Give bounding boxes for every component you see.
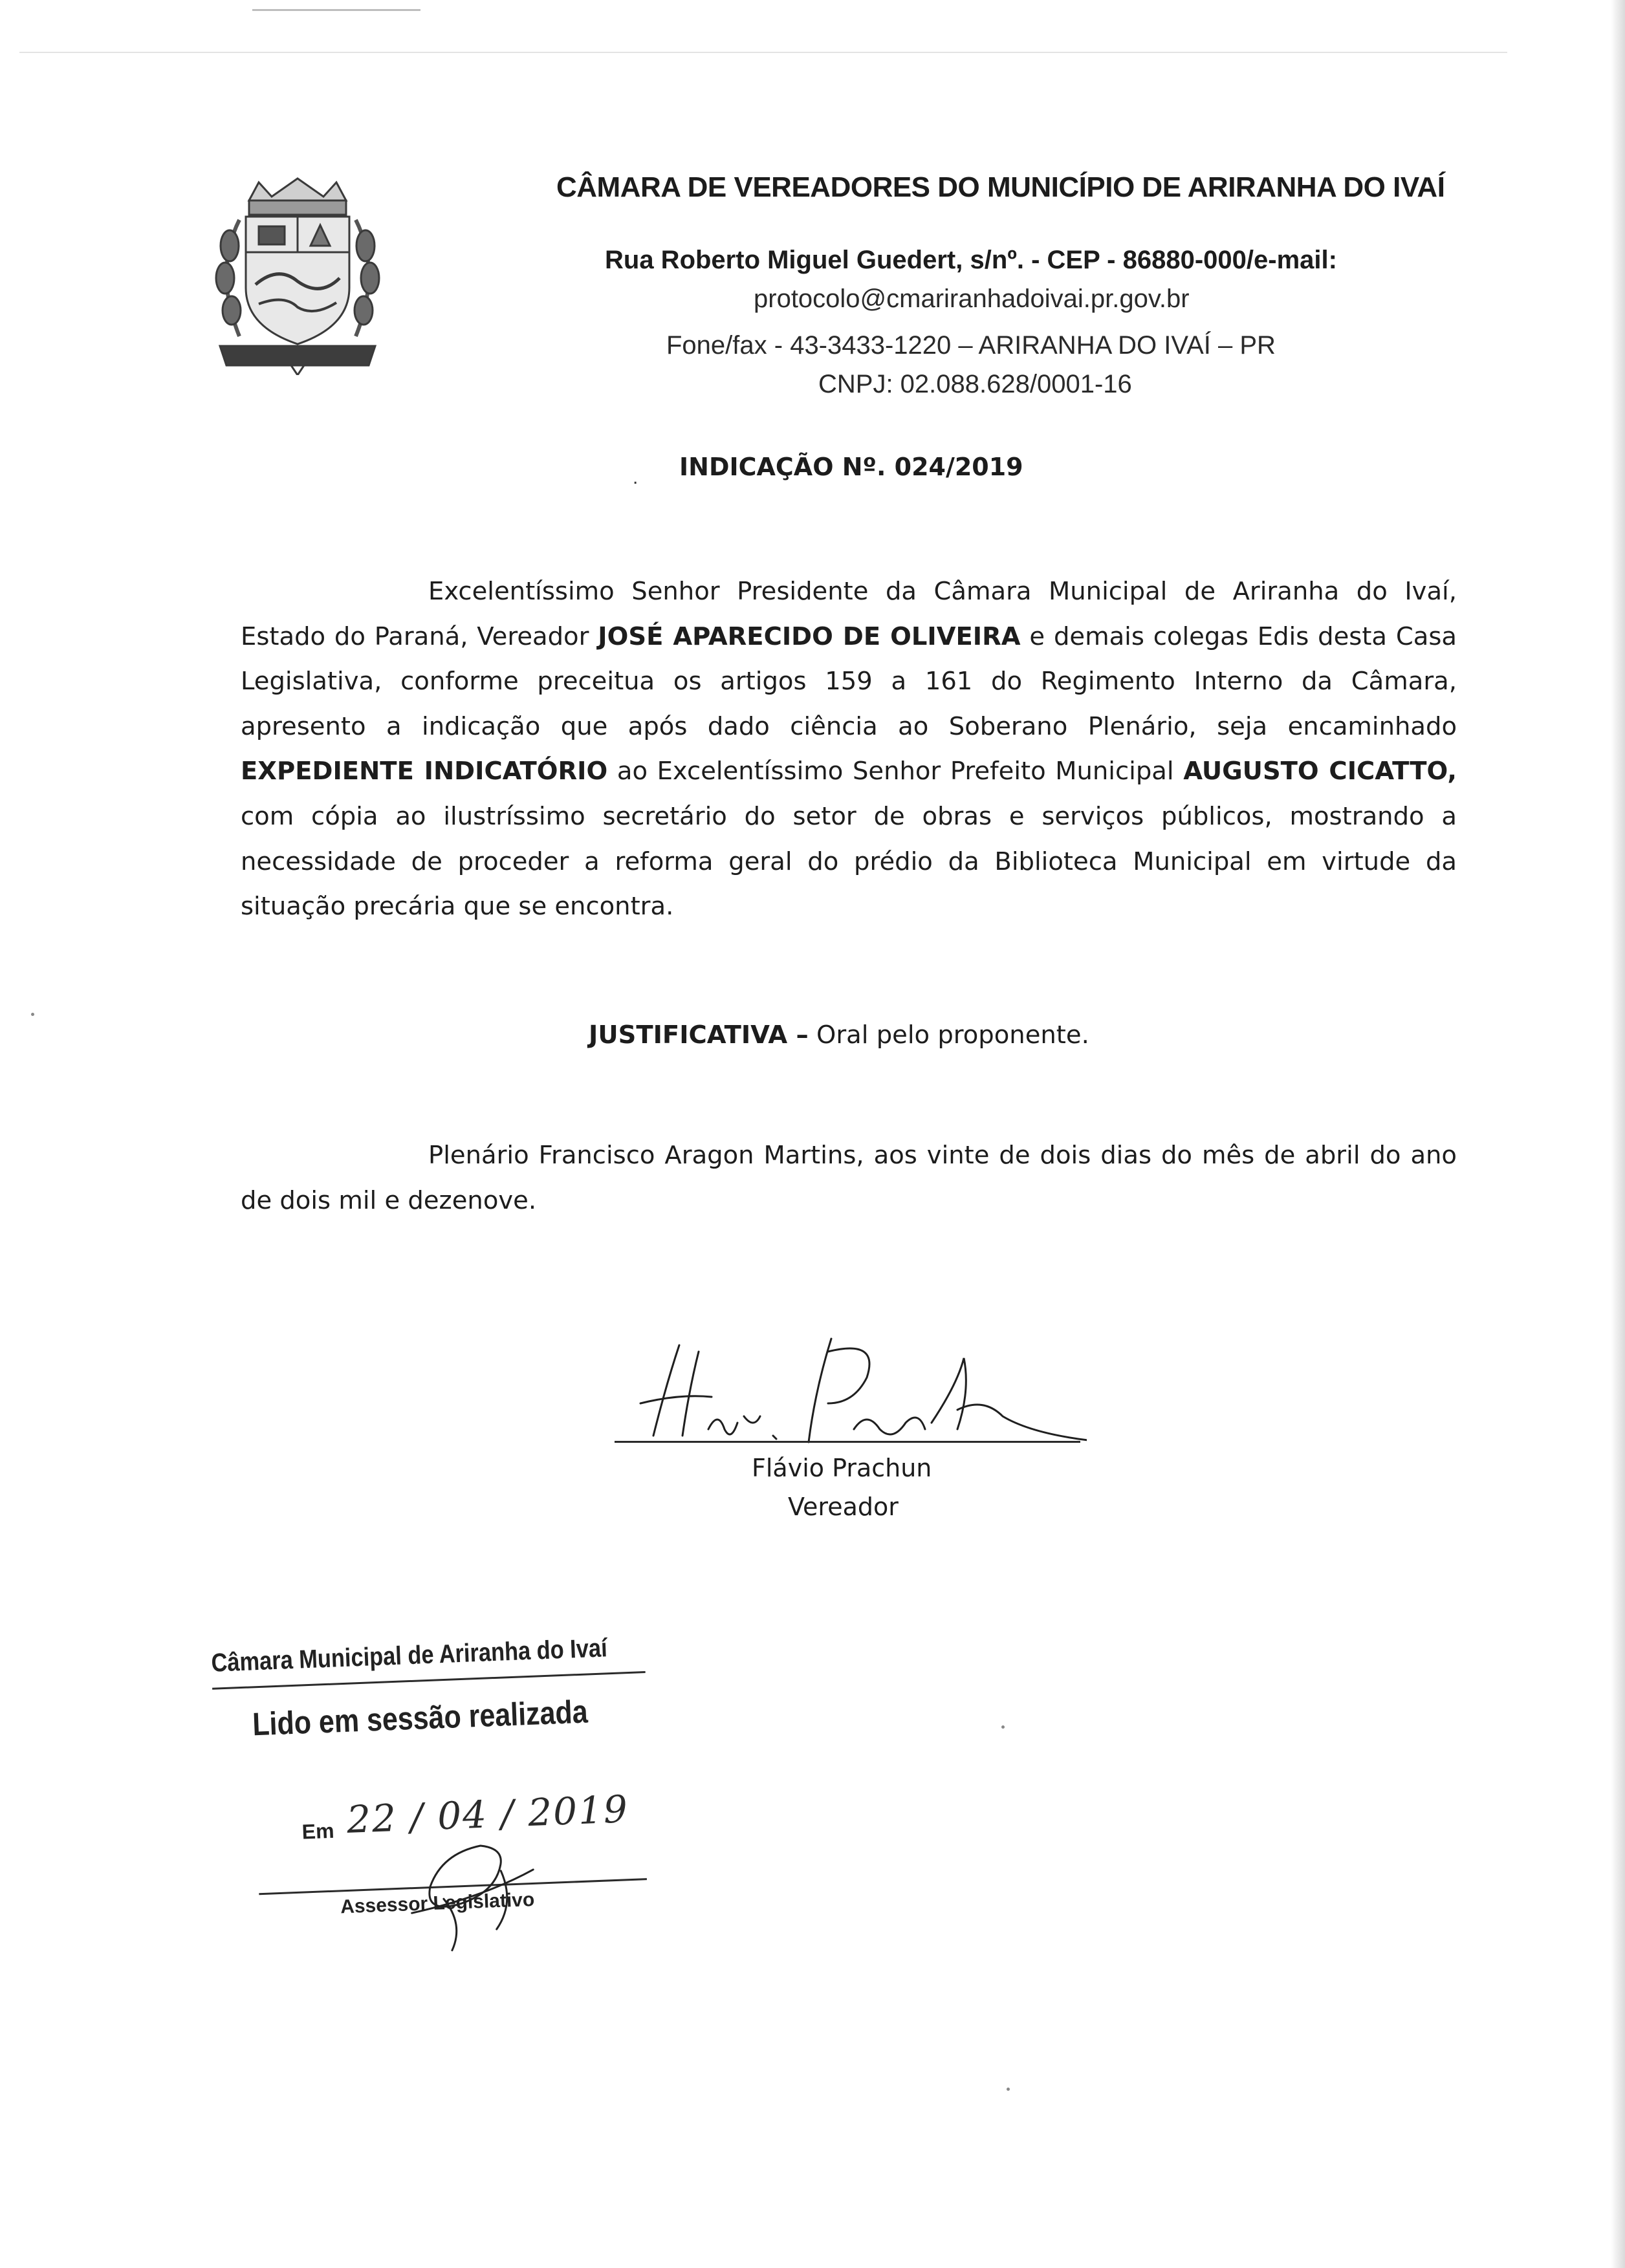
closing-paragraph: Plenário Francisco Aragon Martins, aos vinte de dois dias do mês de abril do ano de dois mil e dezenove. [241, 1141, 1457, 1215]
scan-dot: . [633, 467, 638, 488]
body-text-4: com cópia ao ilustríssimo secretário do setor de obras e serviços públicos, mostrando a necessidade de proceder a reforma geral do prédio da Biblioteca Municipal em virtude da situação precária que se encontra. [241, 801, 1457, 922]
scan-speck [1007, 2088, 1010, 2091]
body-bold-mayor: AUGUSTO CICATTO, [1183, 757, 1457, 786]
scan-top-line [19, 52, 1507, 53]
stamp-handwritten-date: 22 / 04 / 2019 [345, 1787, 630, 1842]
chamber-address: Rua Roberto Miguel Guedert, s/nº. - CEP - 86880-000/e-mail: [605, 246, 1337, 274]
body-bold-expediente: EXPEDIENTE INDICATÓRIO [241, 757, 608, 786]
document-number: INDICAÇÃO Nº. 024/2019 [679, 453, 1023, 481]
scan-speck [31, 1013, 34, 1016]
chamber-email: protocolo@cmariranhadoivai.pr.gov.br [754, 285, 1190, 313]
chamber-cnpj: CNPJ: 02.088.628/0001-16 [818, 370, 1132, 398]
justification [589, 1021, 1089, 1050]
stamp-read-in-session: Lido em sessão realizada [252, 1693, 589, 1743]
reading-stamp [207, 1618, 685, 1972]
stamp-role: Assessor Legislativo [340, 1888, 535, 1918]
stamp-chamber-name: Câmara Municipal de Ariranha do Ivaí [210, 1634, 608, 1678]
indication-body [241, 569, 1457, 929]
justification-label: JUSTIFICATIVA – [589, 1021, 809, 1050]
scan-speck [1001, 1725, 1005, 1729]
stamp-date-prefix: Em [301, 1819, 335, 1844]
scan-top-mark [252, 9, 420, 11]
body-bold-councilor: JOSÉ APARECIDO DE OLIVEIRA [598, 621, 1021, 651]
justification-text: Oral pelo proponente. [808, 1021, 1089, 1050]
chamber-phone: Fone/fax - 43-3433-1220 – ARIRANHA DO IVAÍ – PR [666, 331, 1276, 360]
signature-line [615, 1441, 1080, 1443]
coat-of-arms-icon [194, 175, 401, 375]
scan-edge-shadow [1611, 0, 1625, 2268]
chamber-title: CÂMARA DE VEREADORES DO MUNICÍPIO DE ARIRANHA DO IVAÍ [556, 171, 1445, 203]
signatory-name: Flávio Prachun [752, 1454, 932, 1482]
body-text-2: e demais colegas Edis desta Casa Legislativa, conforme preceitua os artigos 159 a 161 do Regimento Interno da Câmara, apresento a indicação que após dado ciência ao Soberano Plenário, seja encaminhado [241, 621, 1457, 741]
stamp-signature-icon [402, 1830, 556, 1959]
body-text-1: Excelentíssimo Senhor Presidente da Câmara Municipal de Ariranha do Ivaí, Estado do Paraná, Vereador [241, 577, 1457, 651]
body-text-3: ao Excelentíssimo Senhor Prefeito Municipal [607, 757, 1184, 786]
signatory-role: Vereador [788, 1493, 899, 1521]
